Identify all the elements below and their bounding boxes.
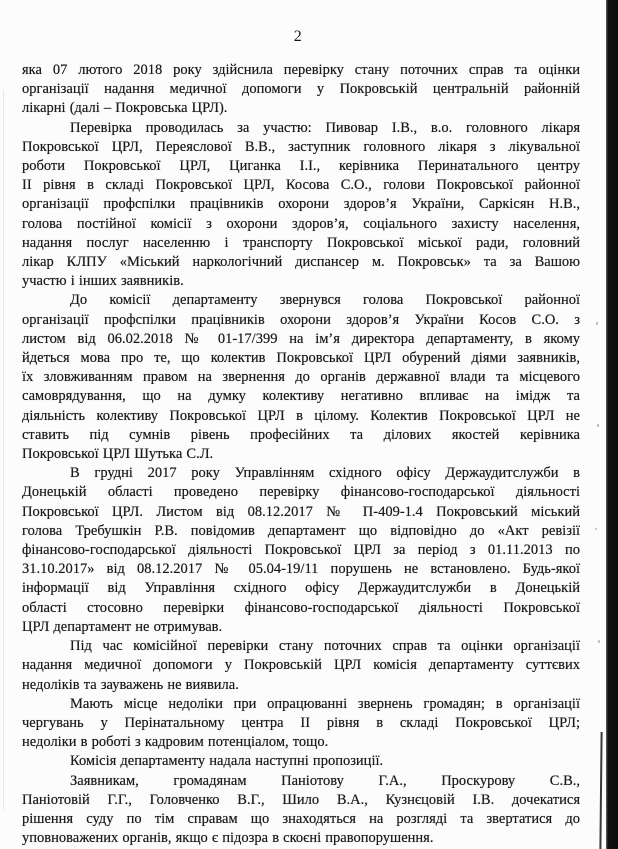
text-line: їх зловживанням правом на звернення до органів державної влади та місцевого <box>22 369 580 386</box>
paragraph <box>22 464 580 637</box>
scan-fold-line-artifact <box>599 732 602 849</box>
scan-speck-artifact <box>598 640 600 643</box>
paragraph <box>22 119 580 292</box>
text-line: організації надання медичної допомоги у Покровській центральній районній <box>22 81 580 98</box>
text-line: лікарні (далі – Покровська ЦРЛ). <box>22 100 228 117</box>
text-line: Покровської ЦРЛ, Переяслової В.В., заступник головного лікаря з лікувальної <box>22 138 580 155</box>
text-line: 31.10.2017» від 08.12.2017 № 05.04-19/11 порушень не встановлено. Будь-якої <box>22 561 580 578</box>
text-line: ІІ рівня в складі Покровської ЦРЛ, Косова С.О., голови Покровської районної <box>22 177 580 194</box>
scan-speck-artifact <box>597 424 599 427</box>
text-line: лікар КЛПУ «Міський наркологічний диспансер м. Покровськ» та за Вашою <box>22 254 580 271</box>
text-line: ЦРЛ департамент не отримував. <box>22 618 223 635</box>
text-line: уповноважених органів, якщо є підозра в скоєні правопорушення. <box>22 830 434 847</box>
page-number: 2 <box>293 28 303 45</box>
text-line: Комісія департаменту надала наступні пропозиції. <box>70 753 384 770</box>
paragraph <box>22 637 580 695</box>
text-line: яка 07 лютого 2018 року здійснила перевірку стану поточних справ та оцінки <box>22 62 580 78</box>
text-line: Мають місце недоліки при опрацюванні звернень громадян; в організації <box>70 695 580 712</box>
text-line: Перевірка проводилась за участю: Пивовар І.В., в.о. головного лікаря <box>70 119 580 136</box>
text-line: інформації від Управління східного офісу Держаудитслужби в Донецькій <box>22 580 580 597</box>
text-line: чергувань у Перінатальному центра ІІ рівня в складі Покровської ЦРЛ; <box>22 714 580 731</box>
text-line: голова Требушкін Р.В. повідомив департамент що відповідно до «Акт ревізії <box>22 522 580 539</box>
text-line: Паніотовій Г.Г., Головченко В.Г., Шило В.А., Кузнєцовій І.В. дочекатися <box>22 791 580 808</box>
text-line: рішення суду по тім справам що знаходяться на розгляді та звертатися до <box>22 810 580 827</box>
text-line: Донецькій області проведено перевірку фінансово-господарської діяльності <box>22 484 580 501</box>
text-line: діяльність колективу Покровської ЦРЛ в цілому. Колектив Покровської ЦРЛ не <box>22 407 580 424</box>
text-line: організації профспілки працівників охорони здоров’я України Косов С.О. з <box>22 311 580 328</box>
text-line: надання медичної допомоги у Покровській ЦРЛ комісія департаменту суттєвих <box>22 657 580 674</box>
text-line: участю і інших заявників. <box>22 273 184 290</box>
text-line: фінансово-господарської діяльності Покровської ЦРЛ за період з 01.11.2013 по <box>22 542 580 559</box>
document-body <box>22 61 580 848</box>
paragraph <box>22 772 580 849</box>
text-line: області стосовно перевірки фінансово-господарської діяльності Покровської <box>22 599 580 616</box>
paragraph <box>22 61 580 119</box>
scan-left-line-artifact <box>3 90 4 810</box>
text-line: йдеться мова про те, що колектив Покровської ЦРЛ обурений діями заявників, <box>22 350 580 367</box>
text-line: До комісії департаменту звернувся голова Покровської районної <box>70 292 580 309</box>
text-line: недоліків та зауважень не виявила. <box>22 676 239 693</box>
text-line: надання послуг населенню і транспорту Покровської міської ради, головний <box>22 234 580 251</box>
text-line: голова постійної комісії з охорони здоров’я, соціального захисту населення, <box>22 215 580 232</box>
text-line: Покровської ЦРЛ. Листом від 08.12.2017 № П-409-1.4 Покровський міський <box>22 503 580 520</box>
scan-speck-artifact <box>595 528 597 530</box>
text-line: В грудні 2017 року Управлінням східного офісу Держаудитслужби в <box>70 465 580 482</box>
text-line: самоврядування, що на думку колективу негативно впливає на імідж та <box>22 388 580 405</box>
text-line: організації профспілки працівників охорони здоров’я України, Саркісян Н.В., <box>22 196 580 213</box>
text-line: роботи Покровської ЦРЛ, Циганка І.І., керівника Перинатального центру <box>22 158 580 175</box>
text-line: ставить під сумнів рівень професійних та ділових якостей керівника <box>22 426 580 443</box>
paragraph <box>22 695 580 753</box>
text-line: листом від 06.02.2018 № 01-17/399 на ім’я директора департаменту, в якому <box>22 330 580 347</box>
paragraph <box>22 291 580 464</box>
text-line: Під час комісійної перевірки стану поточних справ та оцінки організації <box>70 638 580 655</box>
paragraph <box>22 752 580 771</box>
text-line: Заявникам, громадянам Паніотову Г.А., Проскурову С.В., <box>70 772 580 789</box>
text-line: Покровської ЦРЛ Шутька С.Л. <box>22 446 214 463</box>
scan-speck-artifact <box>596 322 598 325</box>
text-line: недоліки в роботі з кадровим потенціалом, тощо. <box>22 734 329 751</box>
scan-edge-artifact <box>606 0 618 849</box>
